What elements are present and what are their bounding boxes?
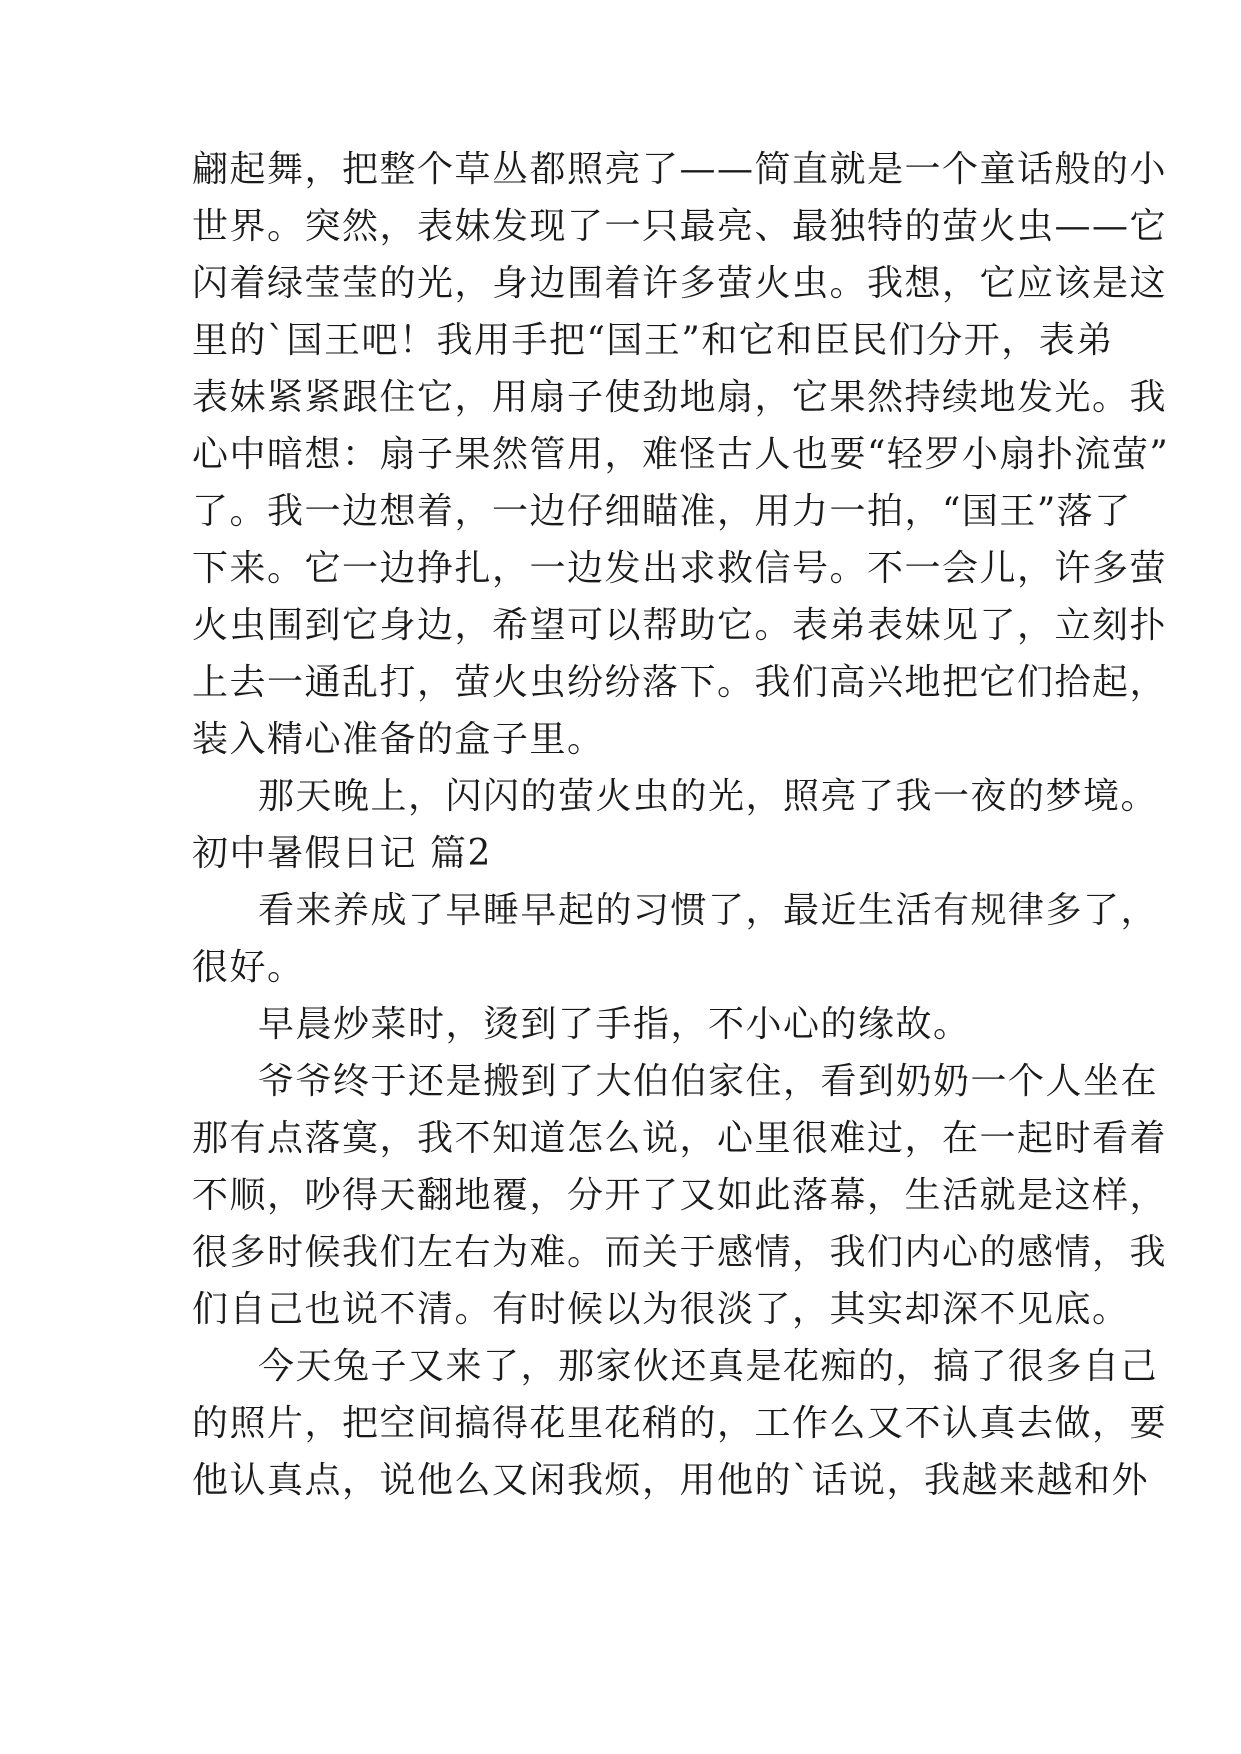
paragraph-line: 今天兔子又来了，那家伙还真是花痴的，搞了很多自己: [258, 1346, 1159, 1387]
paragraph-line: 翩起舞，把整个草丛都照亮了——简直就是一个童话般的小: [192, 149, 1168, 190]
paragraph-line: 心中暗想：扇子果然管用，难怪古人也要“轻罗小扇扑流萤”: [192, 434, 1170, 475]
paragraph-line: 上去一通乱打，萤火虫纷纷落下。我们高兴地把它们拾起，: [192, 662, 1168, 703]
paragraph-line: 他认真点，说他么又闲我烦，用他的`话说，我越来越和外: [192, 1460, 1150, 1501]
paragraph-line: 看来养成了早睡早起的习惯了，最近生活有规律多了，: [258, 890, 1159, 931]
paragraph-line: 很多时候我们左右为难。而关于感情，我们内心的感情，我: [192, 1232, 1168, 1273]
paragraph-line: 爷爷终于还是搬到了大伯伯家住，看到奶奶一个人坐在: [258, 1061, 1159, 1102]
paragraph-line: 们自己也说不清。有时候以为很淡了，其实却深不见底。: [192, 1289, 1130, 1330]
paragraph-line: 那有点落寞，我不知道怎么说，心里很难过，在一起时看着: [192, 1118, 1168, 1159]
paragraph-line: 表妹紧紧跟住它，用扇子使劲地扇，它果然持续地发光。我: [192, 377, 1168, 418]
paragraph-line: 了。我一边想着，一边仔细瞄准，用力一拍，“国王”落了: [192, 491, 1132, 532]
paragraph-line: 很好。: [192, 947, 305, 988]
paragraph-line: 里的`国王吧！我用手把“国王”和它和臣民们分开，表弟: [192, 320, 1114, 361]
paragraph-line: 早晨炒菜时，烫到了手指，不小心的缘故。: [258, 1004, 971, 1045]
paragraph-line: 下来。它一边挣扎，一边发出求救信号。不一会儿，许多萤: [192, 548, 1168, 589]
paragraph-line: 世界。突然，表妹发现了一只最亮、最独特的萤火虫——它: [192, 206, 1168, 247]
paragraph-line: 装入精心准备的盒子里。: [192, 719, 605, 760]
paragraph-line: 闪着绿莹莹的光，身边围着许多萤火虫。我想，它应该是这: [192, 263, 1168, 304]
paragraph-line: 不顺，吵得天翻地覆，分开了又如此落幕，生活就是这样，: [192, 1175, 1168, 1216]
paragraph-line: 的照片，把空间搞得花里花稍的，工作么又不认真去做，要: [192, 1403, 1168, 1444]
paragraph-line: 火虫围到它身边，希望可以帮助它。表弟表妹见了，立刻扑: [192, 605, 1168, 646]
paragraph-line: 那天晚上，闪闪的萤火虫的光，照亮了我一夜的梦境。: [258, 776, 1159, 817]
section-heading: 初中暑假日记 篇2: [192, 833, 492, 874]
